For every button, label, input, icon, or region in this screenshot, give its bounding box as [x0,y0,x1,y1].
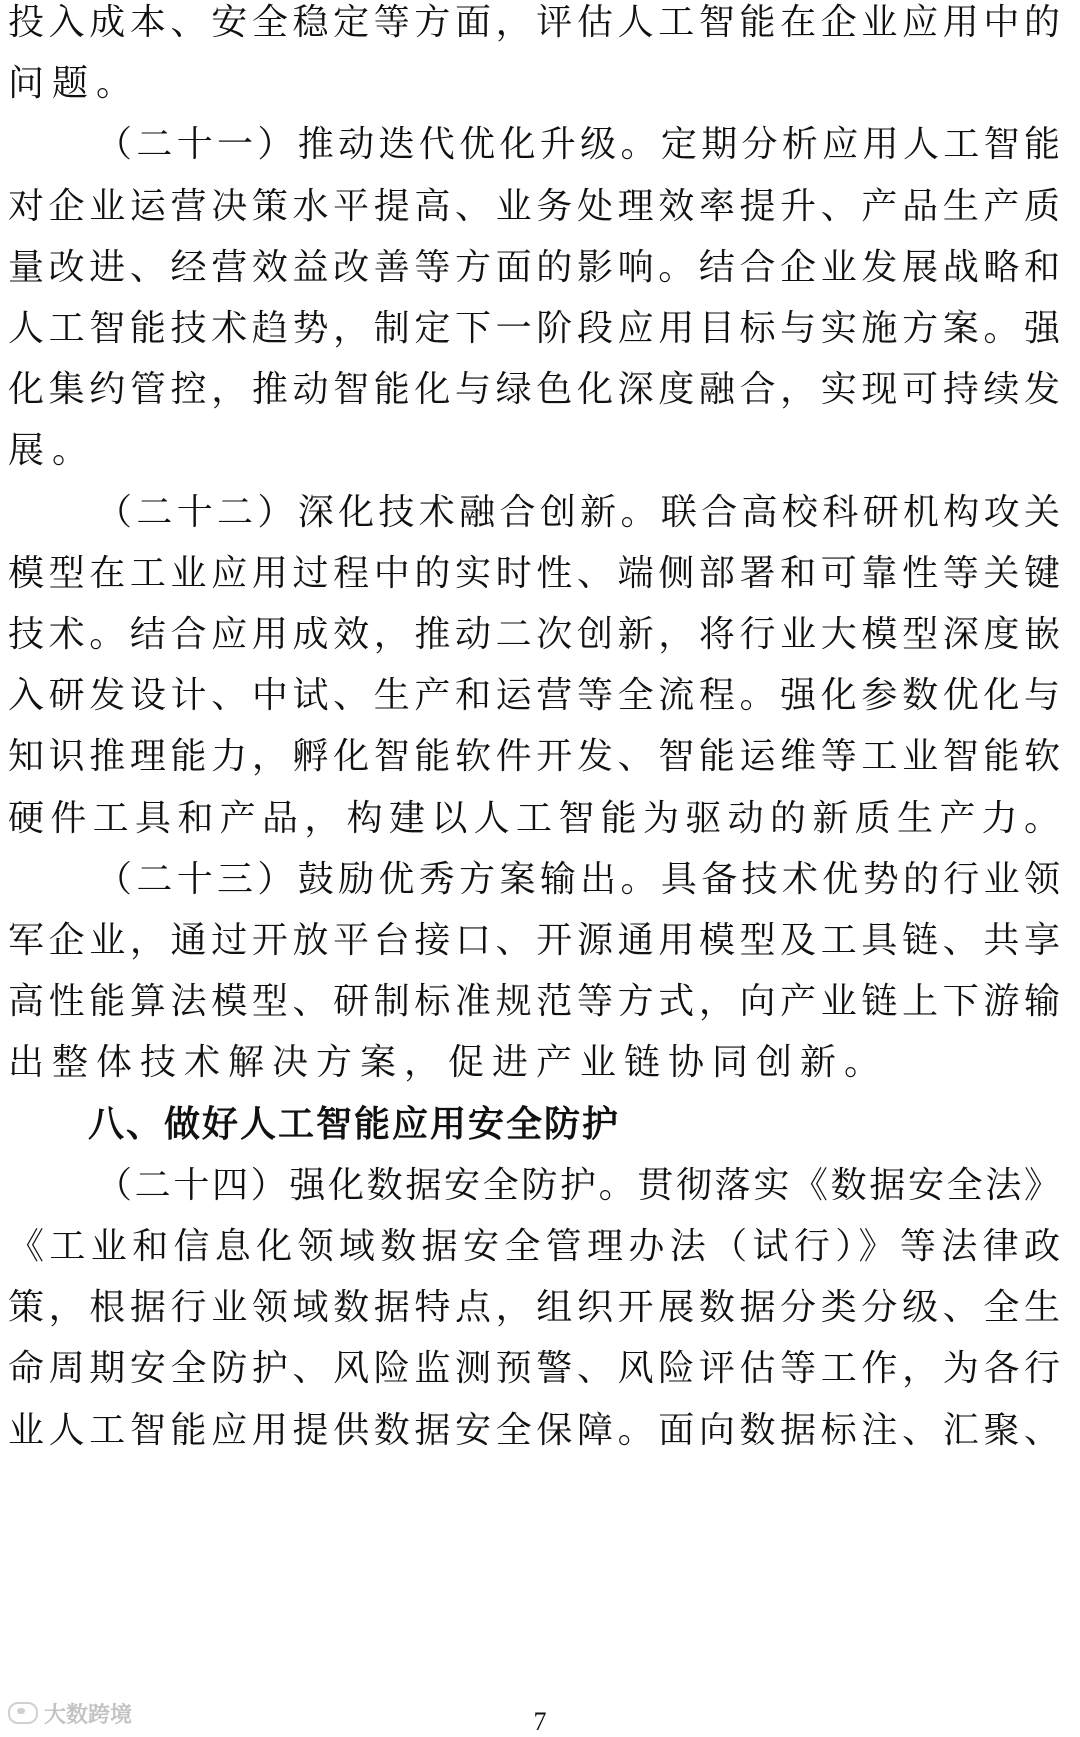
watermark-text: 大数跨境 [44,1702,133,1728]
paragraph-line: （二十四）强化数据安全防护。贯彻落实《数据安全法》 [96,1164,1060,1206]
paragraph-line: 知识推理能力，孵化智能软件开发、智能运维等工业智能软 [8,736,1060,778]
paragraph-line: 对企业运营决策水平提高、业务处理效率提升、产品生产质 [8,185,1060,227]
paragraph-line: 策，根据行业领域数据特点，组织开展数据分类分级、全生 [8,1287,1060,1329]
paragraph-line: 业人工智能应用提供数据安全保障。面向数据标注、汇聚、 [8,1409,1060,1451]
paragraph-line: 入研发设计、中试、生产和运营等全流程。强化参数优化与 [8,675,1060,717]
paragraph-line: 问题。 [8,63,141,105]
paragraph-line: 技术。结合应用成效，推动二次创新，将行业大模型深度嵌 [8,614,1060,655]
paragraph-line: 硬件工具和产品，构建以人工智能为驱动的新质生产力。 [8,797,1060,839]
paragraph-line: 高性能算法模型、研制标准规范等方式，向产业链上下游输 [8,981,1060,1023]
page-number: 7 [533,1707,547,1736]
paragraph-line: 展。 [8,430,97,472]
paragraph-line: 量改进、经营效益改善等方面的影响。结合企业发展战略和 [8,246,1060,288]
paragraph-line: 模型在工业应用过程中的实时性、端侧部署和可靠性等关键 [8,552,1060,594]
paragraph-line: （二十二）深化技术融合创新。联合高校科研机构攻关 [96,491,1060,533]
paragraph-line: （二十一）推动迭代优化升级。定期分析应用人工智能 [96,124,1060,166]
paragraph-line: 出整体技术解决方案，促进产业链协同创新。 [8,1042,889,1084]
paragraph-line: 投入成本、安全稳定等方面，评估人工智能在企业应用中的 [8,2,1060,43]
section-heading: 八、做好人工智能应用安全防护 [88,1103,621,1145]
paragraph-line: 《工业和信息化领域数据安全管理办法（试行）》等法律政 [8,1226,1060,1267]
paragraph-line: 命周期安全防护、风险监测预警、风险评估等工作，为各行 [8,1348,1060,1390]
paragraph-line: 化集约管控，推动智能化与绿色化深度融合，实现可持续发 [8,369,1060,411]
paragraph-line: 人工智能技术趋势，制定下一阶段应用目标与实施方案。强 [8,308,1060,349]
paragraph-line: 军企业，通过开放平台接口、开源通用模型及工具链、共享 [8,920,1060,961]
paragraph-line: （二十三）鼓励优秀方案输出。具备技术优势的行业领 [96,858,1060,900]
